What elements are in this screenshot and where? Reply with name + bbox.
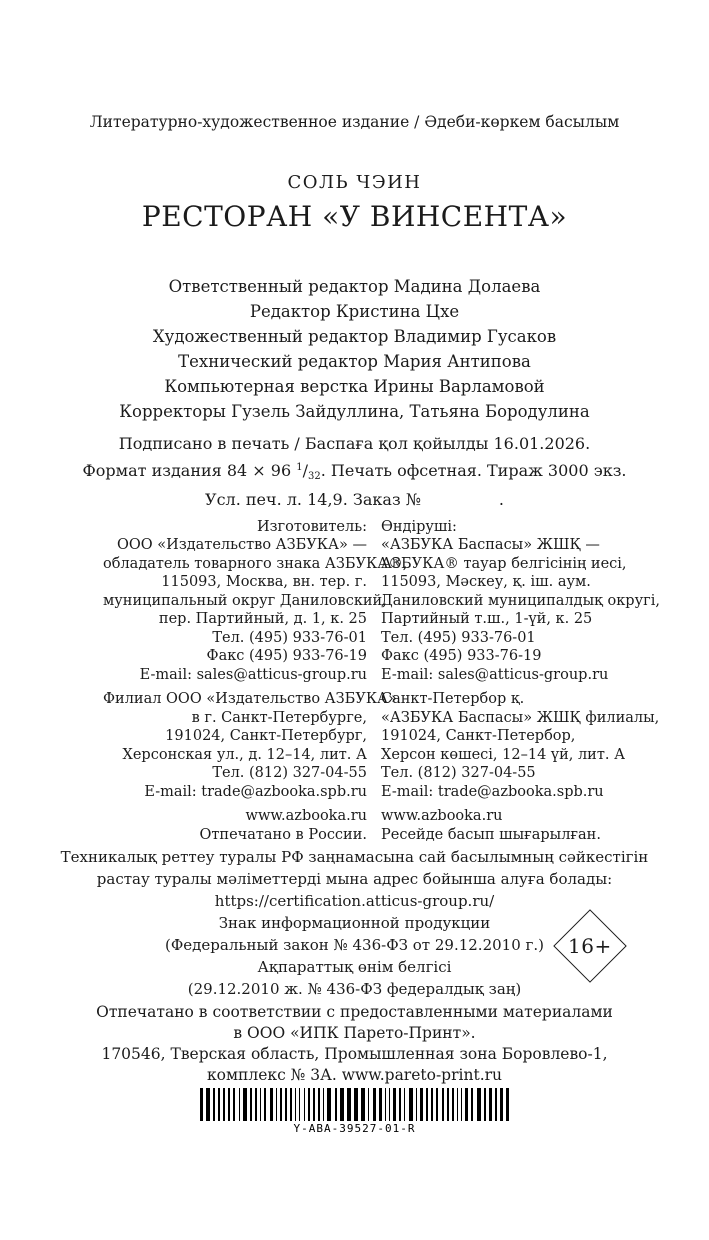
manufacturer-line: ООО «Издательство АЗБУКА» — bbox=[117, 537, 367, 553]
staff-line: Корректоры Гузель Зайдуллина, Татьяна Бородулина bbox=[119, 402, 590, 421]
manufacturer-email: E-mail: sales@atticus-group.ru bbox=[381, 666, 609, 683]
print-details-block bbox=[0, 432, 709, 512]
manufacturer-phone: Тел. (495) 933-76-01 bbox=[212, 629, 367, 646]
info-sign-block bbox=[0, 912, 709, 1000]
manufacturer-line: Партийный т.ш., 1-үй, к. 25 bbox=[381, 611, 593, 627]
staff-line: Ответственный редактор Мадина Долаева bbox=[168, 277, 541, 296]
format-numerator: 1 bbox=[296, 461, 303, 473]
website-line: www.azbooka.ru bbox=[381, 808, 503, 824]
info-sign-line: Знак информационной продукции bbox=[218, 914, 491, 932]
manufacturer-line: Изготовитель: bbox=[256, 518, 367, 535]
branch-line: 191024, Санкт-Петербург, bbox=[165, 728, 367, 744]
manufacturer-line: 115093, Москва, вн. тер. г. bbox=[161, 574, 367, 590]
footer-block-ru bbox=[103, 807, 367, 844]
format-denominator: 32 bbox=[308, 470, 321, 482]
branch-phone: Тел. (812) 327-04-55 bbox=[381, 765, 536, 781]
branch-block-kz bbox=[381, 690, 660, 801]
barcode-label: Y-ABA-39527-01-R bbox=[293, 1122, 416, 1135]
staff-line: Технический редактор Мария Антипова bbox=[178, 352, 531, 371]
format-prefix: Формат издания 84 × 96 bbox=[82, 460, 297, 480]
branch-email: E-mail: trade@azbooka.spb.ru bbox=[381, 783, 604, 800]
manufacturer-phone: Тел. (495) 933-76-01 bbox=[381, 629, 536, 646]
printing-house-line: в ООО «ИПК Парето-Принт». bbox=[233, 1024, 476, 1042]
format-slash: / bbox=[302, 460, 308, 480]
barcode bbox=[200, 1088, 510, 1121]
manufacturer-email: E-mail: sales@atticus-group.ru bbox=[139, 666, 367, 683]
branch-line: Филиал ООО «Издательство АЗБУКА» bbox=[103, 691, 397, 707]
info-sign-line: Ақпараттық өнім белгісі bbox=[257, 958, 452, 976]
certification-line: Техникалық реттеу туралы РФ заңнамасына сай басылымның сәйкестігін bbox=[60, 848, 649, 866]
website-line: www.azbooka.ru bbox=[245, 808, 367, 824]
branch-line: «АЗБУКА Баспасы» ЖШҚ филиалы, bbox=[381, 709, 660, 726]
certification-line: растау туралы мәліметтерді мына адрес бойынша алуға болады: bbox=[96, 870, 613, 888]
info-sign-line: (29.12.2010 ж. № 436-ФЗ федералдық заң) bbox=[187, 980, 522, 998]
branch-block-ru bbox=[103, 690, 397, 801]
staff-line: Редактор Кристина Цхе bbox=[249, 302, 460, 321]
format-line bbox=[0, 456, 709, 489]
printing-house-line: 170546, Тверская область, Промышленная зона Боровлево-1, bbox=[101, 1045, 608, 1063]
author-name: СОЛЬ ЧЭИН bbox=[287, 172, 422, 193]
signed-to-print-line: Подписано в печать / Баспаға қол қойылды 16.01.2026. bbox=[118, 434, 591, 453]
order-suffix: . bbox=[498, 490, 504, 509]
publisher-column-kz bbox=[381, 518, 660, 845]
manufacturer-line: пер. Партийный, д. 1, к. 25 bbox=[158, 611, 367, 627]
order-prefix: Усл. печ. л. 14,9. Заказ № bbox=[205, 490, 421, 509]
manufacturer-line: «АЗБУКА Баспасы» ЖШҚ — bbox=[381, 537, 600, 553]
format-suffix: . Печать офсетная. Тираж 3000 экз. bbox=[320, 460, 627, 480]
branch-phone: Тел. (812) 327-04-55 bbox=[212, 765, 367, 781]
printing-house-line: комплекс № 3А. www.pareto-print.ru bbox=[206, 1066, 503, 1084]
certification-url: https://certification.atticus-group.ru/ bbox=[214, 892, 495, 910]
branch-line: Санкт-Петербор қ. bbox=[381, 691, 525, 707]
manufacturer-line: Өндіруші: bbox=[381, 518, 457, 535]
staff-line: Художественный редактор Владимир Гусаков bbox=[152, 327, 557, 346]
order-line bbox=[0, 488, 709, 512]
manufacturer-fax: Факс (495) 933-76-19 bbox=[381, 648, 542, 664]
age-rating-label: 16+ bbox=[568, 934, 612, 958]
info-sign-line: (Федеральный закон № 436-ФЗ от 29.12.2010 г.) bbox=[165, 936, 544, 954]
staff-line: Компьютерная верстка Ирины Варламовой bbox=[164, 377, 545, 396]
branch-email: E-mail: trade@azbooka.spb.ru bbox=[144, 783, 367, 800]
book-title: РЕСТОРАН «У ВИНСЕНТА» bbox=[141, 200, 568, 233]
manufacturer-line: АЗБУКА® тауар белгісінің иесі, bbox=[381, 555, 627, 572]
printed-in-line: Отпечатано в России. bbox=[199, 826, 367, 843]
manufacturer-line: 115093, Мәскеу, қ. іш. аум. bbox=[381, 574, 591, 590]
branch-line: Херсон көшесі, 12–14 үй, лит. А bbox=[381, 746, 626, 763]
branch-line: Херсонская ул., д. 12–14, лит. А bbox=[122, 746, 367, 763]
manufacturer-line: обладатель товарного знака АЗБУКА®, bbox=[103, 555, 408, 572]
footer-block-kz bbox=[381, 807, 629, 844]
manufacturer-line: муниципальный округ Даниловский, bbox=[103, 592, 387, 609]
manufacturer-block-kz bbox=[381, 518, 660, 685]
certification-block bbox=[0, 846, 709, 912]
manufacturer-line: Даниловский муниципалдық округі, bbox=[381, 592, 660, 609]
manufacturer-fax: Факс (495) 933-76-19 bbox=[206, 648, 367, 664]
staff-block bbox=[0, 274, 709, 424]
printing-house-block bbox=[0, 1002, 709, 1086]
publisher-column-ru bbox=[103, 518, 408, 845]
manufacturer-block-ru bbox=[103, 518, 408, 685]
printed-in-line: Ресейде басып шығарылған. bbox=[381, 826, 601, 843]
barcode-section bbox=[0, 1088, 709, 1135]
branch-line: 191024, Санкт-Петербор, bbox=[381, 728, 576, 744]
branch-line: в г. Санкт-Петербурге, bbox=[191, 709, 367, 726]
edition-type-line: Литературно-художественное издание / Әдеби-көркем басылым bbox=[89, 113, 620, 131]
publisher-columns bbox=[103, 518, 709, 845]
printing-house-line: Отпечатано в соответствии с предоставленными материалами bbox=[96, 1003, 613, 1021]
